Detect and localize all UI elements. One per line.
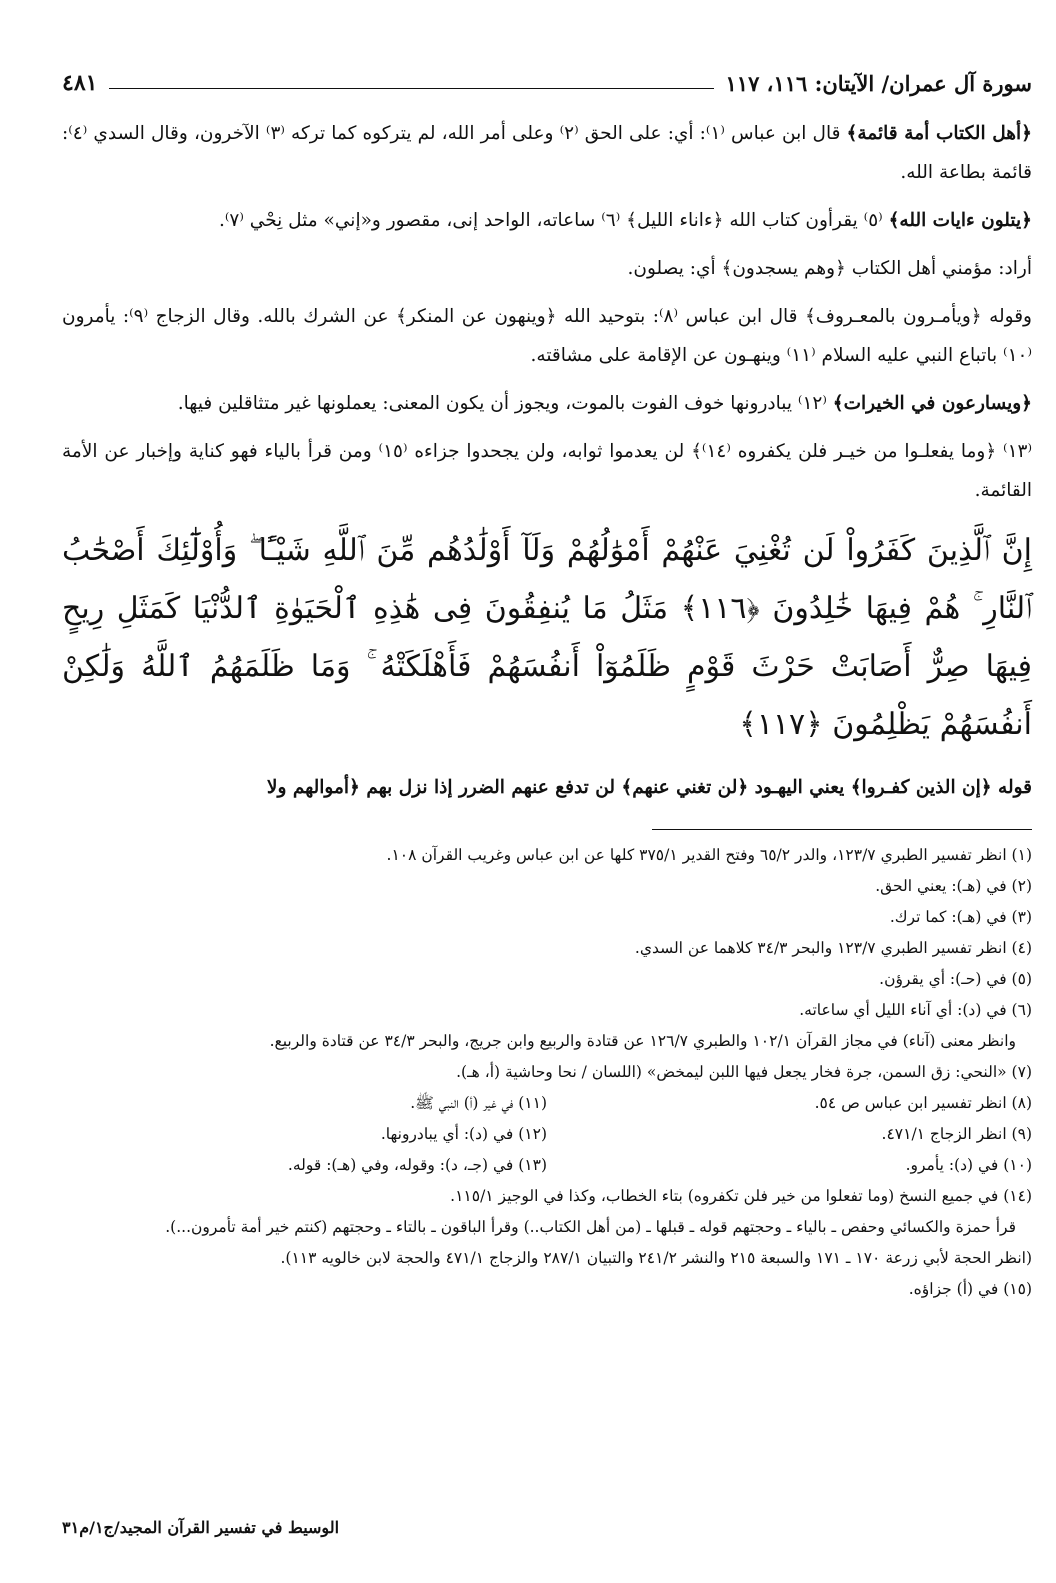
paragraph-5-text: ⁽١٢⁾ يبادرونها خوف الفوت بالموت، ويجوز أن يكون المعنى: يعملونها غير متثاقلين فيها. <box>177 393 833 414</box>
page <box>62 60 1032 1305</box>
footnote-12: (١٢) في (د): أي يبادرونها. <box>380 1125 547 1143</box>
header-title: سورة آل عمران/ الآيتان: ١١٦، ١١٧ <box>725 71 1032 96</box>
footnote-9: (٩) انظر الزجاج ٤٧١/١. <box>881 1125 1032 1143</box>
paragraph-4-text: وقوله ﴿ويأمـرون بالمعـروف﴾ قال ابن عباس ⁽٨⁾: بتوحيد الله ﴿وينهون عن المنكر﴾ عن الشرك بالله. وقال الزجاج ⁽٩⁾: يأمرون ⁽١٠⁾ باتباع النبي عليه السلام ⁽١١⁾ وينهـون عن الإقامة على مشاقته. <box>62 306 1032 366</box>
footnote-3: (٣) في (هـ): كما ترك. <box>889 908 1032 926</box>
footnote-11: (١١) في غير (أ) النبي ﷺ. <box>410 1094 547 1112</box>
footnote-6-continued: وانظر معنى (آناء) في مجاز القرآن ١٠٢/١ والطبري ١٢٦/٧ عن قتادة والربيع وابن جريج، والبحر ٣٤/٣ عن قتادة والربيع. <box>269 1032 1016 1050</box>
paragraph-2-quote: ﴿يتلون ءايات الله﴾ <box>888 210 1032 231</box>
footnote-separator <box>652 829 1032 830</box>
paragraph-3 <box>62 249 1032 288</box>
page-number: ٤٨١ <box>62 70 98 96</box>
paragraph-3-text: أراد: مؤمني أهل الكتاب ﴿وهم يسجدون﴾ أي: يصلون. <box>627 258 1032 279</box>
paragraph-2-text: ⁽٥⁾ يقرأون كتاب الله ﴿ءاناء الليل﴾ ⁽٦⁾ ساعاته، الواحد إنى، مقصور و«إني» مثل نِحْي ⁽٧⁾. <box>218 210 889 231</box>
paragraph-6-text: ⁽١٣⁾ ﴿وما يفعلـوا من خيـر فلن يكفروه ⁽١٤⁾﴾ لن يعدموا ثوابه، ولن يجحدوا جزاءه ⁽١٥⁾ ومن قرأ بالياء فهو كناية وإخبار عن الأمة القائمة. <box>62 441 1032 501</box>
footnotes <box>62 840 1032 1305</box>
footnote-grid <box>62 1088 1032 1181</box>
running-header <box>62 60 1032 96</box>
footnote-10: (١٠) في (د): يأمرو. <box>905 1156 1032 1174</box>
footnote-13: (١٣) في (جـ، د): وقوله، وفي (هـ): قوله. <box>287 1156 547 1174</box>
quran-verses: إِنَّ ٱلَّذِينَ كَفَرُواْ لَن تُغْنِيَ عَنْهُمْ أَمْوَٰلُهُمْ وَلَآ أَوْلَٰدُهُم مِّنَ ٱللَّهِ شَيْـًٔا ۖ وَأُوْلَٰٓئِكَ أَصْحَٰبُ ٱلنَّارِ ۚ هُمْ فِيهَا خَٰلِدُونَ ﴿١١٦﴾ مَثَلُ مَا يُنفِقُونَ فِى هَٰذِهِ ٱلْحَيَوٰةِ ٱلدُّنْيَا كَمَثَلِ رِيحٍ فِيهَا صِرٌّ أَصَابَتْ حَرْثَ قَوْمٍ ظَلَمُوٓاْ أَنفُسَهُمْ فَأَهْلَكَتْهُ ۚ وَمَا ظَلَمَهُمُ ٱللَّهُ وَلَٰكِنْ أَنفُسَهُمْ يَظْلِمُونَ ﴿١١٧﴾ <box>62 533 1032 742</box>
footnote-6: (٦) في (د): أي آناء الليل أي ساعاته. <box>799 1001 1032 1019</box>
paragraph-6 <box>62 432 1032 510</box>
footnote-14-readings: قرأ حمزة والكسائي وحفص ـ بالياء ـ وحجتهم قوله ـ قبلها ـ (من أهل الكتاب..) وقرأ الباقون ـ بالتاء ـ وحجتهم (كنتم خير أمة تأمرون...). <box>165 1218 1016 1236</box>
page-footer: الوسيط في تفسير القرآن المجيد/ج١/م٣١ <box>62 1518 340 1537</box>
paragraph-after-quran <box>62 768 1032 807</box>
paragraph-5 <box>62 384 1032 423</box>
paragraph-5-quote: ﴿ويسارعون في الخيرات﴾ <box>832 393 1032 414</box>
paragraph-1 <box>62 114 1032 192</box>
footnote-8: (٨) انظر تفسير ابن عباس ص ٥٤. <box>814 1094 1032 1112</box>
footnote-1: (١) انظر تفسير الطبري ١٢٣/٧، والدر ٦٥/٢ وفتح القدير ٣٧٥/١ كلها عن ابن عباس وغريب القرآن ١٠٨. <box>386 846 1032 864</box>
footnote-14-sources: (انظر الحجة لأبي زرعة ١٧٠ ـ ١٧١ والسبعة ٢١٥ والنشر ٢٤١/٢ والتبيان ٢٨٧/١ والزجاج ٤٧١/١ والحجة لابن خالويه ١١٣). <box>280 1249 1032 1267</box>
footnote-15: (١٥) في (أ) جزاؤه. <box>908 1280 1032 1298</box>
paragraph-1-quote: ﴿أهل الكتاب أمة قائمة﴾ <box>846 123 1033 144</box>
footnote-14: (١٤) في جميع النسخ (وما تفعلوا من خير فلن تكفروه) بتاء الخطاب، وكذا في الوجيز ١١٥/١. <box>450 1187 1032 1205</box>
footnote-7: (٧) «النحي: زق السمن، جرة فخار يجعل فيها اللبن ليمخض» (اللسان / نحا وحاشية (أ، هـ). <box>456 1063 1032 1081</box>
footnote-4: (٤) انظر تفسير الطبري ١٢٣/٧ والبحر ٣٤/٣ كلاهما عن السدي. <box>634 939 1032 957</box>
paragraph-4 <box>62 297 1032 375</box>
paragraph-2 <box>62 201 1032 240</box>
header-rule <box>109 88 713 89</box>
footnote-5: (٥) في (حـ): أي يقرؤن. <box>879 970 1032 988</box>
paragraph-after-quran-text: قوله ﴿إن الذين كفـروا﴾ يعني اليهـود ﴿لن تغني عنهم﴾ لن تدفع عنهم الضرر إذا نزل بهم ﴿أموالهم ولا <box>266 777 1032 798</box>
paragraph-1-text: قال ابن عباس ⁽١⁾: أي: على الحق ⁽٢⁾ وعلى أمر الله، لم يتركوه كما تركه ⁽٣⁾ الآخرون، وقال السدي ⁽٤⁾: قائمة بطاعة الله. <box>62 123 1032 183</box>
footnote-2: (٢) في (هـ): يعني الحق. <box>875 877 1032 895</box>
